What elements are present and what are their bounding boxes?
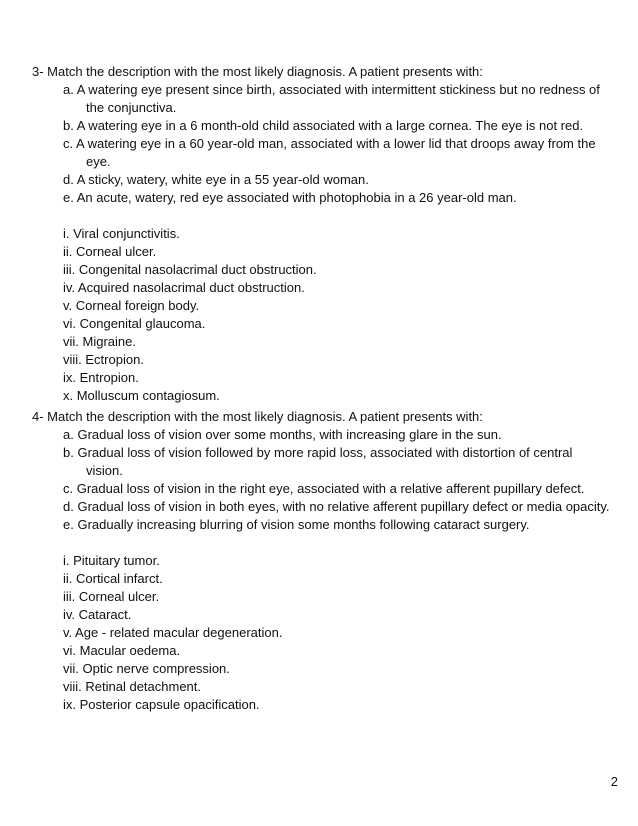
diagnosis-option: i. Pituitary tumor. [63,553,160,568]
diagnosis-option: v. Age - related macular degeneration. [63,625,283,640]
diagnosis-option: iii. Congenital nasolacrimal duct obstruction. [63,262,317,277]
description-item: c. A watering eye in a 60 year-old man, associated with a lower lid that droops away from the eye. [63,136,596,169]
description-item: e. An acute, watery, red eye associated with photophobia in a 26 year-old man. [63,190,517,205]
diagnosis-option: vi. Congenital glaucoma. [63,316,206,331]
spacer [32,207,612,225]
diagnosis-option: vii. Optic nerve compression. [63,661,230,676]
spacer [32,534,612,552]
description-item: e. Gradually increasing blurring of vision some months following cataract surgery. [63,517,530,532]
page-number: 2 [610,774,618,789]
description-item: d. Gradual loss of vision in both eyes, with no relative afferent pupillary defect or media opacity. [63,499,610,514]
diagnosis-option: viii. Retinal detachment. [63,679,202,694]
description-item: a. Gradual loss of vision over some months, with increasing glare in the sun. [63,427,502,442]
description-item: c. Gradual loss of vision in the right eye, associated with a relative afferent pupillary defect. [63,481,585,496]
description-item: b. A watering eye in a 6 month-old child associated with a large cornea. The eye is not red. [63,118,584,133]
diagnosis-list [32,225,612,405]
diagnosis-option: ix. Posterior capsule opacification. [63,697,260,712]
diagnosis-option: iv. Acquired nasolacrimal duct obstruction. [63,280,305,295]
diagnosis-option: vii. Migraine. [63,334,136,349]
diagnosis-option: i. Viral conjunctivitis. [63,226,180,241]
description-item: b. Gradual loss of vision followed by more rapid loss, associated with distortion of central vision. [63,445,573,478]
description-item: d. A sticky, watery, white eye in a 55 year-old woman. [63,172,369,187]
diagnosis-option: x. Molluscum contagiosum. [63,388,220,403]
diagnosis-option: viii. Ectropion. [63,352,144,367]
question-stem: 3- Match the description with the most likely diagnosis. A patient presents with: [32,64,483,79]
question-stem: 4- Match the description with the most likely diagnosis. A patient presents with: [32,409,483,424]
diagnosis-list [32,552,612,714]
question-3 [32,63,612,405]
question-4 [32,408,612,714]
diagnosis-option: iii. Corneal ulcer. [63,589,160,604]
diagnosis-option: ii. Corneal ulcer. [63,244,157,259]
diagnosis-option: ix. Entropion. [63,370,139,385]
diagnosis-option: ii. Cortical infarct. [63,571,163,586]
description-list [32,426,612,534]
diagnosis-option: v. Corneal foreign body. [63,298,200,313]
diagnosis-option: vi. Macular oedema. [63,643,181,658]
diagnosis-option: iv. Cataract. [63,607,132,622]
description-item: a. A watering eye present since birth, associated with intermittent stickiness but no redness of the conjunctiva. [63,82,600,115]
description-list [32,81,612,207]
